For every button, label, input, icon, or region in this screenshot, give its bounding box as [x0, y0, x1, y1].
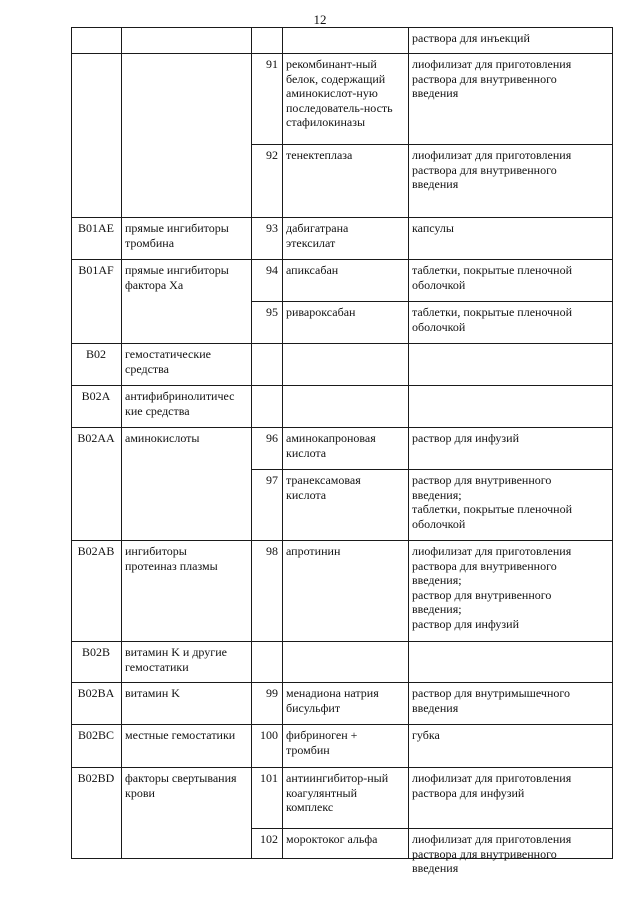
table-cell-group: факторы свертывания крови: [125, 771, 237, 800]
table-column-line: [612, 27, 613, 859]
table-row-line: [71, 682, 613, 683]
table-cell-substance: апротинин: [286, 544, 341, 558]
table-cell-form: лиофилизат для приготовления раствора для внутривенного введения; раствор для внутривенного введения; раствор для инфузий: [412, 544, 572, 631]
table-cell-substance: апиксабан: [286, 263, 339, 277]
table-cell-code: B02A: [81, 389, 111, 403]
table-row-line: [71, 259, 613, 260]
table-cell-group: местные гемостатики: [125, 728, 236, 742]
table-column-line: [71, 27, 72, 859]
table-cell-group: витамин K и другие гемостатики: [125, 645, 227, 674]
table-cell-substance: мороктоког альфа: [286, 832, 378, 846]
table-cell-num: 98: [266, 544, 278, 558]
table-cell-substance: тенектеплаза: [286, 148, 353, 162]
table-cell-code: B01AF: [78, 263, 114, 277]
table-column-line: [251, 27, 252, 859]
table-row-line: [71, 767, 613, 768]
table-cell-substance: рекомбинант-ный белок, содержащий аминокислот-ную последователь-ность стафилокиназы: [286, 57, 393, 130]
table-cell-form: лиофилизат для приготовления раствора для внутривенного введения: [412, 148, 572, 192]
table-cell-group: прямые ингибиторы тромбина: [125, 221, 229, 250]
table-row-line: [251, 469, 613, 470]
table-row-line: [71, 27, 613, 28]
table-cell-code: B02BC: [77, 728, 114, 742]
table-cell-code: B01AE: [78, 221, 114, 235]
table-cell-num: 101: [260, 771, 278, 785]
table-row-line: [71, 53, 613, 54]
table-cell-num: 102: [260, 832, 278, 846]
page-number: 12: [313, 12, 327, 27]
table-cell-substance: транексамовая кислота: [286, 473, 361, 502]
table-cell-substance: ривароксабан: [286, 305, 356, 319]
table-row-line: [251, 828, 613, 829]
table-cell-substance: дабигатрана этексилат: [286, 221, 349, 250]
table-cell-form: лиофилизат для приготовления раствора для внутривенного введения: [412, 57, 572, 101]
table-cell-code: B02AB: [77, 544, 115, 558]
table-cell-form: раствор для инфузий: [412, 431, 519, 445]
table-cell-substance: менадиона натрия бисульфит: [286, 686, 379, 715]
table-cell-num: 93: [266, 221, 278, 235]
table-row-line: [71, 343, 613, 344]
table-cell-form: лиофилизат для приготовления раствора для инфузий: [412, 771, 572, 800]
table-cell-num: 95: [266, 305, 278, 319]
table-cell-form: губка: [412, 728, 440, 742]
table-cell-group: антифибринолитичес кие средства: [125, 389, 235, 418]
table-row-line: [71, 724, 613, 725]
table-column-line: [282, 27, 283, 859]
table-cell-code: B02AA: [77, 431, 115, 445]
table-row-line: [71, 427, 613, 428]
table-cell-form: лиофилизат для приготовления раствора для внутривенного введения: [412, 832, 572, 876]
table-cell-num: 99: [266, 686, 278, 700]
table-cell-group: ингибиторы протеиназ плазмы: [125, 544, 218, 573]
table-cell-form: раствор для внутривенного введения; таблетки, покрытые пленочной оболочкой: [412, 473, 573, 531]
table-cell-num: 97: [266, 473, 278, 487]
table-cell-code: B02B: [81, 645, 110, 659]
table-cell-group: витамин K: [125, 686, 180, 700]
table-cell-code: B02BD: [77, 771, 115, 785]
table-cell-form: таблетки, покрытые пленочной оболочкой: [412, 305, 573, 334]
table-cell-form: капсулы: [412, 221, 454, 235]
table-cell-num: 100: [260, 728, 278, 742]
table-cell-substance: фибриноген + тромбин: [286, 728, 358, 757]
table-column-line: [121, 27, 122, 859]
table-cell-substance: антиингибитор-ный коагулянтный комплекс: [286, 771, 389, 815]
table-cell-group: прямые ингибиторы фактора Xa: [125, 263, 229, 292]
table-cell-num: 91: [266, 57, 278, 71]
table-cell-group: гемостатические средства: [125, 347, 211, 376]
table-cell-form: таблетки, покрытые пленочной оболочкой: [412, 263, 573, 292]
table-row-line: [71, 217, 613, 218]
table-cell-num: 92: [266, 148, 278, 162]
table-cell-form: раствор для внутримышечного введения: [412, 686, 570, 715]
table-row-line: [251, 144, 613, 145]
table-row-line: [71, 540, 613, 541]
table-cell-num: 94: [266, 263, 278, 277]
table-row-line: [71, 641, 613, 642]
table-column-line: [408, 27, 409, 859]
table-row-line: [251, 301, 613, 302]
table-cell-num: 96: [266, 431, 278, 445]
table-cell-form: раствора для инъекций: [412, 31, 530, 45]
table-cell-substance: аминокапроновая кислота: [286, 431, 376, 460]
table-cell-group: аминокислоты: [125, 431, 200, 445]
table-cell-code: B02: [85, 347, 106, 361]
table-row-line: [71, 385, 613, 386]
drug-table: [71, 27, 613, 876]
table-cell-code: B02BA: [77, 686, 115, 700]
